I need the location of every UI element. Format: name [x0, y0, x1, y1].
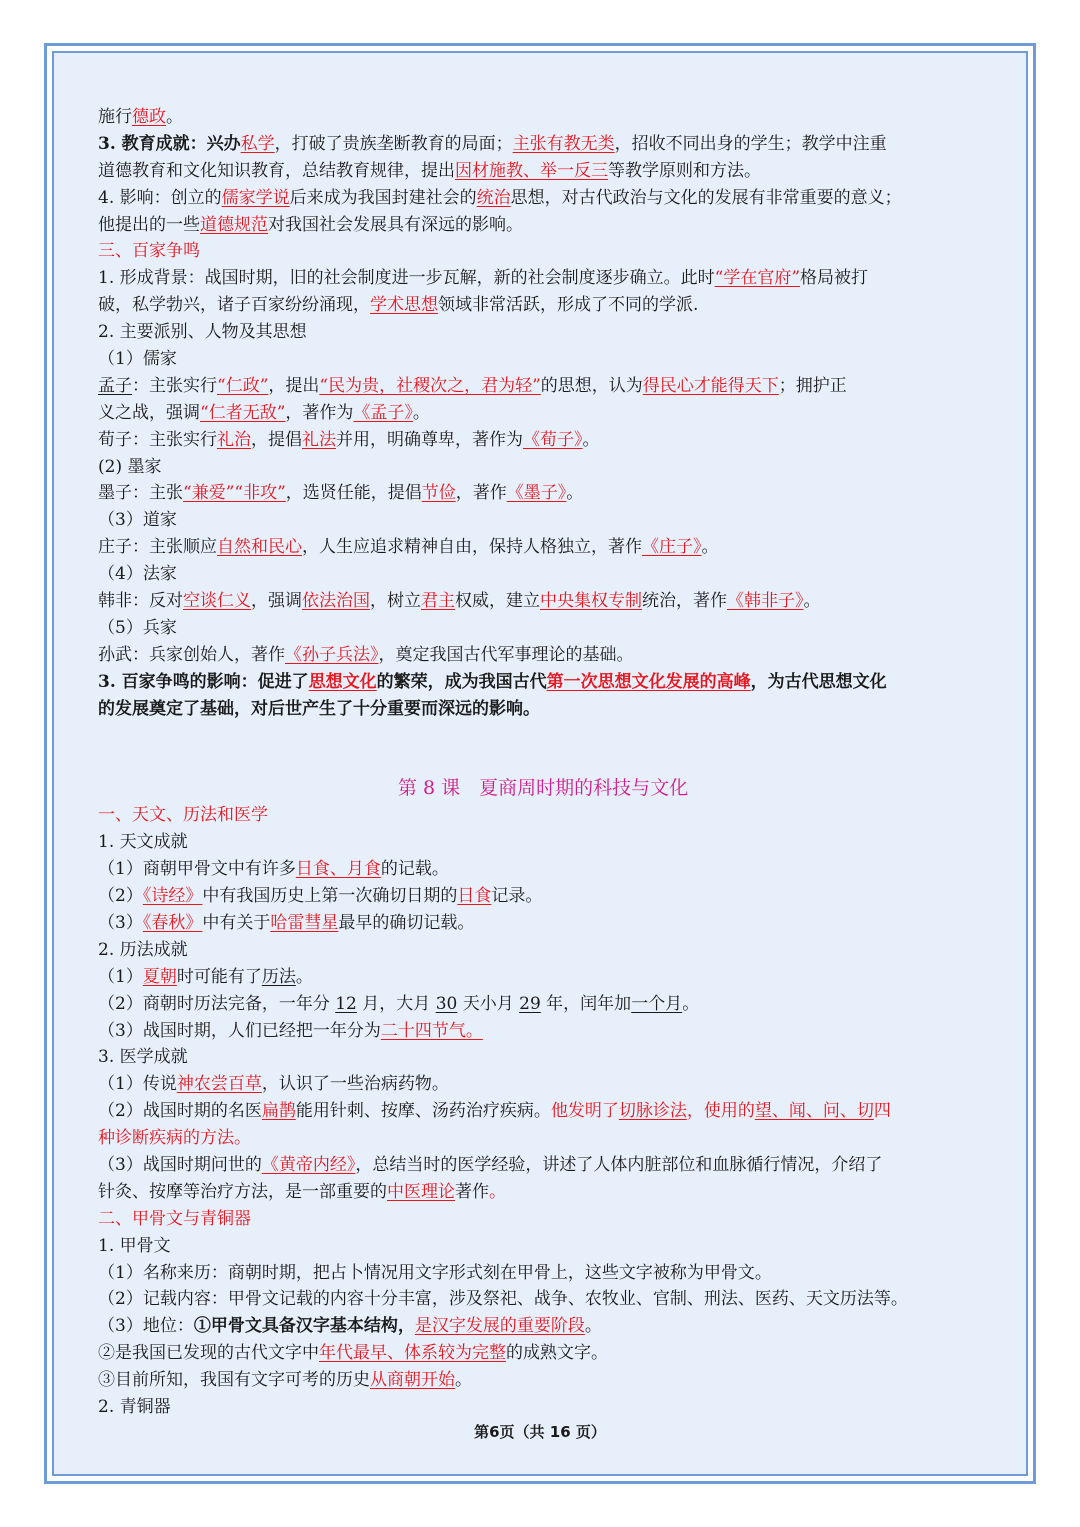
- text-line: [98, 292, 988, 319]
- text-line: [98, 1018, 988, 1045]
- text: 的记载。: [380, 859, 449, 880]
- text: （3）战国时期问世的: [98, 1154, 262, 1175]
- text-line: [98, 588, 988, 615]
- text-line: 种诊断疾病的方法。: [98, 1128, 251, 1149]
- text: 破，私学勃兴，诸子百家纷纷涌现，: [98, 295, 370, 316]
- keyword: 日食、月食: [295, 859, 381, 880]
- text: （1）商朝甲骨文中有许多: [98, 859, 296, 880]
- subheading: (2) 墨家: [98, 456, 162, 477]
- keyword: 中医理论: [387, 1181, 455, 1202]
- keyword: 中央集权专制: [540, 591, 642, 612]
- text: ，认识了一些治病药物。: [261, 1074, 449, 1095]
- text: 思想，对古代政治与文化的发展有非常重要的意义；: [510, 187, 902, 208]
- text-line: [98, 1071, 988, 1098]
- keyword: ，使用的: [686, 1101, 755, 1122]
- keyword: “学在官府”: [714, 268, 801, 289]
- text-line: [98, 480, 988, 507]
- page-number: 第6页（共 16 页）: [474, 1423, 606, 1441]
- text: 。: [166, 107, 183, 127]
- section-heading: 一、天文、历法和医学: [98, 805, 268, 826]
- text: （2）商朝时历法完备，一年分: [98, 993, 336, 1014]
- text: ，奠定我国古代军事理论的基础。: [378, 644, 634, 665]
- keyword: 《韩非子》: [727, 591, 804, 612]
- keyword: 《墨子》: [506, 483, 567, 504]
- text: 并用，明确尊卑，著作为: [336, 429, 523, 450]
- text: 1. 形成背景：战国时期，旧的社会制度进一步瓦解，新的社会制度逐步确立。此时: [98, 268, 715, 289]
- keyword: 《诗经》: [142, 886, 203, 907]
- text: 3. 百家争鸣的影响：促进了: [98, 671, 309, 692]
- text-line: （2）记载内容：甲骨文记载的内容十分丰富，涉及祭祀、战争、农牧业、官制、刑法、医药、天文历法等。: [98, 1289, 908, 1310]
- text: 韩非：反对: [98, 591, 183, 612]
- text-line: （1）名称来历：商朝时期，把占卜情况用文字形式刻在甲骨上，这些文字被称为甲骨文。: [98, 1262, 772, 1283]
- text-line: [98, 185, 988, 212]
- section-heading: 二、甲骨文与青铜器: [98, 1208, 251, 1229]
- keyword: 扁鹊: [261, 1101, 296, 1122]
- keyword: 学术思想: [370, 295, 438, 316]
- text: ，总结当时的医学经验，讲述了人体内脏部位和血脉循行情况，介绍了: [355, 1154, 883, 1175]
- keyword: 《孙子兵法》: [285, 644, 379, 665]
- text: 。: [701, 537, 719, 558]
- text-line: [98, 669, 988, 696]
- text: 施行: [98, 107, 132, 127]
- text-line: [98, 1098, 988, 1125]
- keyword: 统治: [476, 187, 511, 208]
- text: 领域非常活跃，形成了不同的学派.: [438, 295, 699, 316]
- text: 月，大月: [356, 993, 436, 1014]
- keyword: 哈雷彗星: [270, 912, 339, 933]
- text: （1）: [98, 966, 143, 987]
- text-line: [98, 964, 988, 991]
- text-line: [98, 265, 988, 292]
- text-line: [98, 1340, 988, 1367]
- text: 的成熟文字。: [506, 1343, 608, 1364]
- text: 道德教育和文化知识教育，总结教育规律，提出: [98, 160, 455, 181]
- subheading: （5）兵家: [98, 617, 177, 638]
- text-line: [98, 131, 988, 158]
- text: 格局被打: [800, 268, 869, 289]
- text: 中有我国历史上第一次确切日期的: [202, 886, 458, 907]
- text: ，人生应追求精神自由，保持人格独立，著作: [302, 537, 642, 558]
- text-line: [98, 158, 988, 185]
- text-line: 的发展奠定了基础，对后世产生了十分重要而深远的影响。: [98, 698, 540, 719]
- text: 的思想，认为: [540, 375, 643, 396]
- text: 。: [803, 591, 821, 612]
- text: 天小月: [457, 993, 520, 1014]
- text-line: [98, 1152, 988, 1179]
- keyword: 二十四节气。: [380, 1020, 483, 1041]
- subheading: （1）儒家: [98, 349, 177, 370]
- subheading: 2. 青铜器: [98, 1396, 171, 1417]
- text: 能用针刺、按摩、汤药治疗疾病。: [295, 1101, 551, 1122]
- text: ②是我国已发现的古代文字中: [98, 1343, 319, 1364]
- text: ，选贤任能，提倡: [285, 483, 422, 504]
- text: 孟子: [98, 375, 132, 396]
- keyword: 历法: [261, 966, 296, 987]
- keyword: 日食: [457, 886, 492, 907]
- text: 。: [584, 1316, 602, 1337]
- text: 权威，建立: [455, 591, 540, 612]
- keyword: 《春秋》: [142, 912, 203, 933]
- keyword: 四: [873, 1101, 891, 1122]
- text-line: [98, 910, 988, 937]
- text-line: [98, 400, 988, 427]
- text: 。: [412, 402, 430, 423]
- text: ，著作: [455, 483, 507, 504]
- text: ，提倡: [251, 429, 302, 450]
- text: ，提出: [268, 375, 320, 396]
- text: 墨子：主张: [98, 483, 183, 504]
- keyword: 礼法: [302, 429, 336, 450]
- text: 对我国社会发展具有深远的影响。: [268, 214, 523, 235]
- document-body: [98, 104, 988, 1421]
- text: 的繁荣，成为我国古代: [376, 671, 547, 692]
- text: （2）: [98, 886, 143, 907]
- text-line: [98, 212, 988, 239]
- text-line: [98, 373, 988, 400]
- subheading: （3）道家: [98, 510, 177, 531]
- text: ：主张实行: [132, 375, 217, 396]
- text: 后来成为我国封建社会的: [289, 187, 477, 208]
- text: 。: [489, 1181, 506, 1202]
- text: 著作: [455, 1181, 489, 1202]
- subheading: （4）法家: [98, 564, 177, 585]
- keyword: “兼爱”“非攻”: [183, 483, 286, 504]
- text: 最早的确切记载。: [338, 912, 475, 933]
- text-line: [98, 104, 988, 131]
- text: 时可能有了: [176, 966, 262, 987]
- keyword: 节俭: [421, 483, 456, 504]
- keyword: 因材施教、举一反三: [455, 160, 608, 181]
- subheading: 1. 甲骨文: [98, 1235, 171, 1256]
- text: 义之战，强调: [98, 402, 200, 423]
- text: 4. 影响：创立的: [98, 187, 222, 208]
- text-line: [98, 1179, 988, 1206]
- text: 等教学原则和方法。: [608, 160, 761, 181]
- text: 。: [455, 1370, 472, 1391]
- keyword: 主张有教无类: [512, 133, 615, 154]
- text-line: [98, 883, 988, 910]
- text: ；拥护正: [778, 375, 847, 396]
- text: ①甲骨文具备汉字基本结构，: [193, 1316, 415, 1337]
- subheading: 1. 天文成就: [98, 832, 188, 853]
- subheading: 2. 主要派别、人物及其思想: [98, 322, 307, 343]
- keyword: 君主: [421, 591, 455, 612]
- text: 记录。: [491, 886, 543, 907]
- lesson-title: 第 8 课 夏商周时期的科技与文化: [397, 777, 689, 800]
- text-line: [98, 642, 988, 669]
- keyword: “仁者无敌”: [200, 402, 286, 423]
- keyword: 《庄子》: [642, 537, 702, 558]
- text: ，树立: [370, 591, 421, 612]
- text: 中有关于: [202, 912, 271, 933]
- keyword: 是汉字发展的重要阶段: [414, 1316, 585, 1337]
- text: 。: [295, 966, 313, 987]
- keyword: 从商朝开始: [370, 1370, 455, 1391]
- keyword: “仁政”: [217, 375, 269, 396]
- text: 3. 教育成就：兴办: [98, 133, 241, 154]
- keyword: 礼治: [217, 429, 251, 450]
- text: 针灸、按摩等治疗方法，是一部重要的: [98, 1181, 387, 1202]
- keyword: 神农尝百草: [176, 1074, 262, 1095]
- text: 。: [682, 993, 700, 1014]
- text-line: [98, 427, 988, 454]
- keyword: 年代最早、体系较为完整: [319, 1343, 506, 1364]
- text: ，打破了贵族垄断教育的局面；: [274, 133, 513, 154]
- keyword: 思想文化: [308, 671, 377, 692]
- keyword: 《荀子》: [523, 429, 583, 450]
- text: 孙武：兵家创始人，著作: [98, 644, 285, 665]
- text: （3）: [98, 912, 143, 933]
- keyword: 私学: [240, 133, 275, 154]
- keyword: 第一次思想文化发展的高峰: [546, 671, 751, 692]
- keyword: 夏朝: [142, 966, 177, 987]
- keyword: 12: [335, 993, 357, 1014]
- text-line: [98, 991, 988, 1018]
- text: ，强调: [251, 591, 302, 612]
- text-line: [98, 856, 988, 883]
- text: （2）战国时期的名医: [98, 1101, 262, 1122]
- text: 庄子：主张顺应: [98, 537, 217, 558]
- text: 荀子：主张实行: [98, 429, 217, 450]
- keyword: 29: [519, 993, 541, 1014]
- text-line: [98, 534, 988, 561]
- keyword: 切脉诊法: [618, 1101, 687, 1122]
- keyword: 儒家学说: [221, 187, 290, 208]
- text: （3）地位：: [98, 1316, 194, 1337]
- keyword: 道德规范: [200, 214, 268, 235]
- text: （3）战国时期，人们已经把一年分为: [98, 1020, 381, 1041]
- keyword: 一个月: [631, 993, 683, 1014]
- text-line: [98, 1367, 988, 1394]
- text: 年，闰年加: [540, 993, 632, 1014]
- text: 统治，著作: [642, 591, 727, 612]
- keyword: “民为贵，社稷次之，君为轻”: [319, 375, 541, 396]
- text: 。: [582, 429, 600, 450]
- text: ，招收不同出身的学生；教学中注重: [614, 133, 887, 154]
- text: ，著作为: [285, 402, 354, 423]
- subheading: 3. 医学成就: [98, 1047, 188, 1068]
- keyword: 得民心才能得天下: [642, 375, 779, 396]
- subheading: 2. 历法成就: [98, 939, 188, 960]
- text: 他提出的一些: [98, 214, 200, 235]
- keyword: 望、闻、问、切: [754, 1101, 874, 1122]
- keyword: 《孟子》: [353, 402, 413, 423]
- text-line: [98, 1313, 988, 1340]
- text: 。: [566, 483, 584, 504]
- keyword: 《黄帝内经》: [261, 1154, 356, 1175]
- keyword: 自然和民心: [217, 537, 302, 558]
- text: ，为古代思想文化: [750, 671, 887, 692]
- keyword: 空谈仁义: [183, 591, 251, 612]
- keyword: 他发明了: [550, 1101, 619, 1122]
- keyword: 30: [435, 993, 458, 1014]
- text: （1）传说: [98, 1074, 177, 1095]
- keyword: 德政: [132, 107, 166, 127]
- keyword: 依法治国: [302, 591, 370, 612]
- section-heading: 三、百家争鸣: [98, 241, 200, 262]
- text: ③目前所知，我国有文字可考的历史: [98, 1370, 370, 1391]
